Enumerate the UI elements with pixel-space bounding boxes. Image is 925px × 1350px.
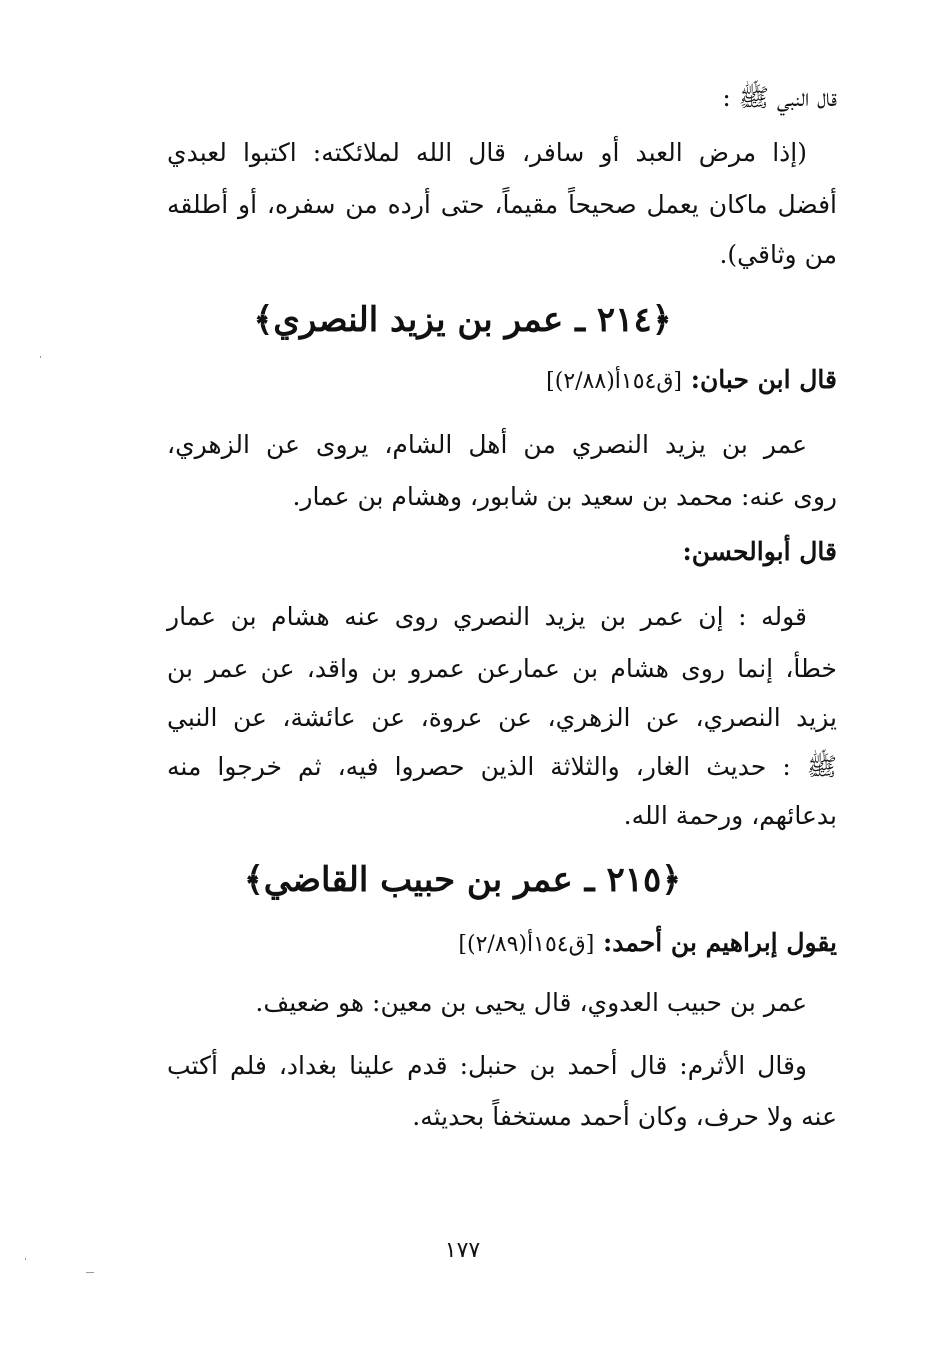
entry-215-heading: ﴿٢١٥ ـ عمر بن حبيب القاضي﴾ xyxy=(243,860,682,900)
entry-214-heading: ﴿٢١٤ ـ عمر بن يزيد النصري﴾ xyxy=(253,300,672,340)
commentary-line: قوله : إن عمر بن يزيد النصري روى عنه هشام بن عمار xyxy=(167,602,807,631)
source-label: يقول إبراهيم بن أحمد: xyxy=(603,928,837,957)
commentary-line: يزيد النصري، عن الزهري، عن عروة، عن عائشة، عن النبي xyxy=(167,703,837,732)
entry-214-text-line: عمر بن يزيد النصري من أهل الشام، يروى عن الزهري، xyxy=(167,430,807,459)
entry-214-text-line: روى عنه: محمد بن سعيد بن شابور، وهشام بن عمار. xyxy=(292,482,837,511)
entry-215-source xyxy=(167,923,837,963)
source-reference: [ق١٥٤أ(٢/٨٩)] xyxy=(458,932,595,957)
commentary-line: خطأ، إنما روى هشام بن عمارعن عمرو بن واقد، عن عمر بن xyxy=(167,654,837,683)
entry-215-text-line: عنه ولا حرف، وكان أحمد مستخفاً بحديثه. xyxy=(412,1102,837,1131)
entry-214-source xyxy=(167,360,837,400)
scan-speck xyxy=(25,1258,26,1260)
source-label: قال ابن حبان: xyxy=(690,365,837,394)
prophet-quote-intro: قال النبي ﷺ : xyxy=(722,83,837,112)
entry-215-text-line: عمر بن حبيب العدوي، قال يحيى بن معين: هو ضعيف. xyxy=(255,988,807,1017)
hadith-text-line: (إذا مرض العبد أو سافر، قال الله لملائكته: اكتبوا لعبدي xyxy=(167,138,807,167)
source-reference: [ق١٥٤أ(٢/٨٨)] xyxy=(546,369,682,394)
scan-speck xyxy=(40,356,41,358)
commentary-line: بدعائهم، ورحمة الله. xyxy=(623,801,837,830)
entry-215-text-line: وقال الأثرم: قال أحمد بن حنبل: قدم علينا بغداد، فلم أكتب xyxy=(167,1051,807,1080)
page-number: ١٧٧ xyxy=(444,1238,481,1263)
commentary-line: ﷺ : حديث الغار، والثلاثة الذين حصروا فيه، ثم خرجوا منه xyxy=(167,752,837,781)
hadith-text-line: أفضل ماكان يعمل صحيحاً مقيماً، حتى أرده من سفره، أو أطلقه xyxy=(167,190,837,219)
scan-speck xyxy=(86,1272,94,1273)
hadith-text-line: من وثاقي). xyxy=(719,240,837,269)
commentator-label: قال أبوالحسن: xyxy=(682,537,837,566)
